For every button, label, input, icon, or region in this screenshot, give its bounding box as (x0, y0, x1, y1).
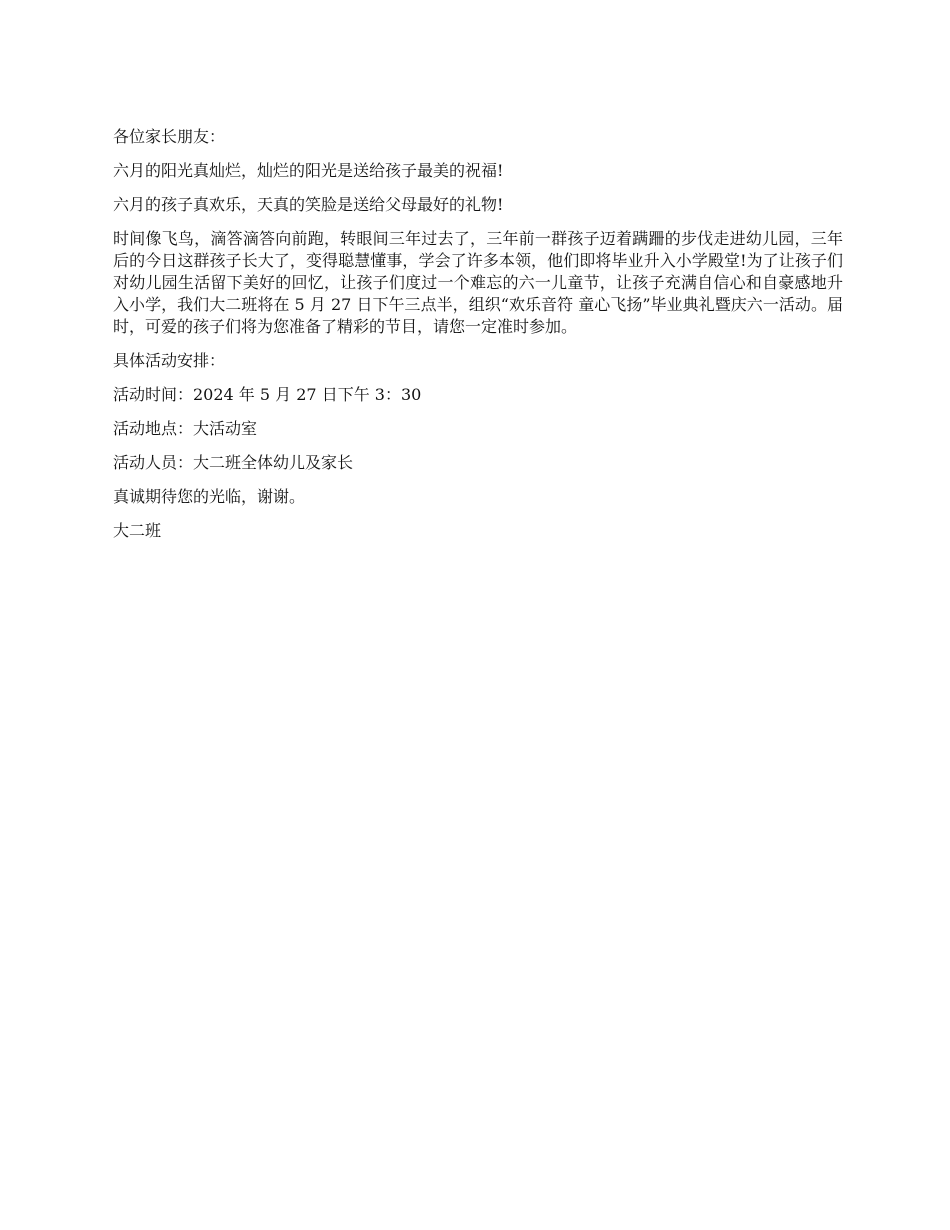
paragraph-children: 六月的孩子真欢乐，天真的笑脸是送给父母最好的礼物! (113, 195, 504, 214)
activity-people: 活动人员：大二班全体幼儿及家长 (113, 453, 354, 472)
schedule-heading: 具体活动安排： (113, 351, 226, 370)
closing: 真诚期待您的光临，谢谢。 (113, 487, 306, 506)
activity-place: 活动地点：大活动室 (113, 419, 258, 438)
notice-document (113, 126, 843, 554)
activity-time: 活动时间：2024 年 5 月 27 日下午 3：30 (113, 385, 422, 404)
paragraph-body: 时间像飞鸟，滴答滴答向前跑，转眼间三年过去了，三年前一群孩子迈着蹒跚的步伐走进幼儿园，三年后的今日这群孩子长大了，变得聪慧懂事，学会了许多本领，他们即将毕业升入小学殿堂!为了让孩子们对幼儿园生活留下美好的回忆，让孩子们度过一个难忘的六一儿童节，让孩子充满自信心和自豪感地升入小学，我们大二班将在 5 月 27 日下午三点半，组织“欢乐音符 童心飞扬”毕业典礼暨庆六一活动。届时，可爱的孩子们将为您准备了精彩的节目，请您一定准时参加。 (113, 229, 843, 336)
signature: 大二班 (113, 521, 162, 540)
paragraph-sunshine: 六月的阳光真灿烂，灿烂的阳光是送给孩子最美的祝福! (113, 161, 504, 180)
greeting: 各位家长朋友： (113, 127, 226, 146)
